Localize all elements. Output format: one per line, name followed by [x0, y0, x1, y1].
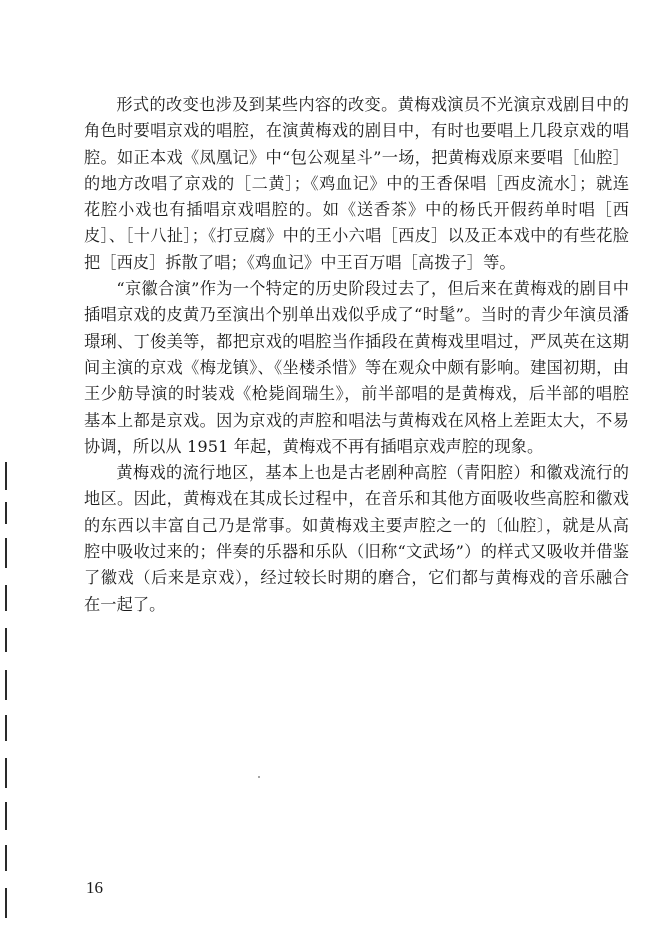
binding-mark	[5, 888, 7, 918]
binding-mark	[5, 758, 7, 788]
binding-mark	[5, 628, 7, 652]
body-text	[84, 92, 629, 618]
scan-speck	[258, 776, 260, 778]
page-number: 16	[86, 878, 103, 897]
binding-mark	[5, 670, 7, 700]
binding-mark	[5, 585, 7, 611]
binding-mark	[5, 502, 7, 524]
binding-mark	[5, 715, 7, 741]
binding-mark	[5, 845, 7, 871]
binding-mark	[5, 802, 7, 830]
paragraph-3: 黄梅戏的流行地区，基本上也是古老剧种高腔（青阳腔）和徽戏流行的地区。因此，黄梅戏在其成长过程中，在音乐和其他方面吸收些高腔和徽戏的东西以丰富自己乃是常事。如黄梅戏主要声腔之一的〔仙腔〕，就是从高腔中吸收过来的；伴奏的乐器和乐队（旧称“文武场”）的样式又吸收并借鉴了徽戏（后来是京戏），经过较长时期的磨合，它们都与黄梅戏的音乐融合在一起了。	[84, 463, 629, 614]
paragraph-2: “京徽合演”作为一个特定的历史阶段过去了，但后来在黄梅戏的剧目中插唱京戏的皮黄乃至演出个别单出戏似乎成了“时髦”。当时的青少年演员潘璟琍、丁俊美等，都把京戏的唱腔当作插段在黄梅戏里唱过，严凤英在这期间主演的京戏《梅龙镇》、《坐楼杀惜》等在观众中颇有影响。建国初期，由王少舫导演的时装戏《枪毙阎瑞生》，前半部唱的是黄梅戏，后半部的唱腔基本上都是京戏。因为京戏的声腔和唱法与黄梅戏在风格上差距太大，不易协调，所以从 1951 年起，黄梅戏不再有插唱京戏声腔的现象。	[84, 279, 629, 456]
paragraph-1: 形式的改变也涉及到某些内容的改变。黄梅戏演员不光演京戏剧目中的角色时要唱京戏的唱腔，在演黄梅戏的剧目中，有时也要唱上几段京戏的唱腔。如正本戏《凤凰记》中“包公观星斗”一场，把黄梅戏原来要唱［仙腔］的地方改唱了京戏的［二黄］；《鸡血记》中的王香保唱［西皮流水］；就连花腔小戏也有插唱京戏唱腔的。如《送香茶》中的杨氏开假药单时唱［西皮］、［十八扯］；《打豆腐》中的王小六唱［西皮］以及正本戏中的有些花脸把［西皮］拆散了唱；《鸡血记》中王百万唱［高拨子］等。	[84, 95, 629, 272]
binding-mark	[5, 462, 7, 490]
binding-mark	[5, 538, 7, 568]
